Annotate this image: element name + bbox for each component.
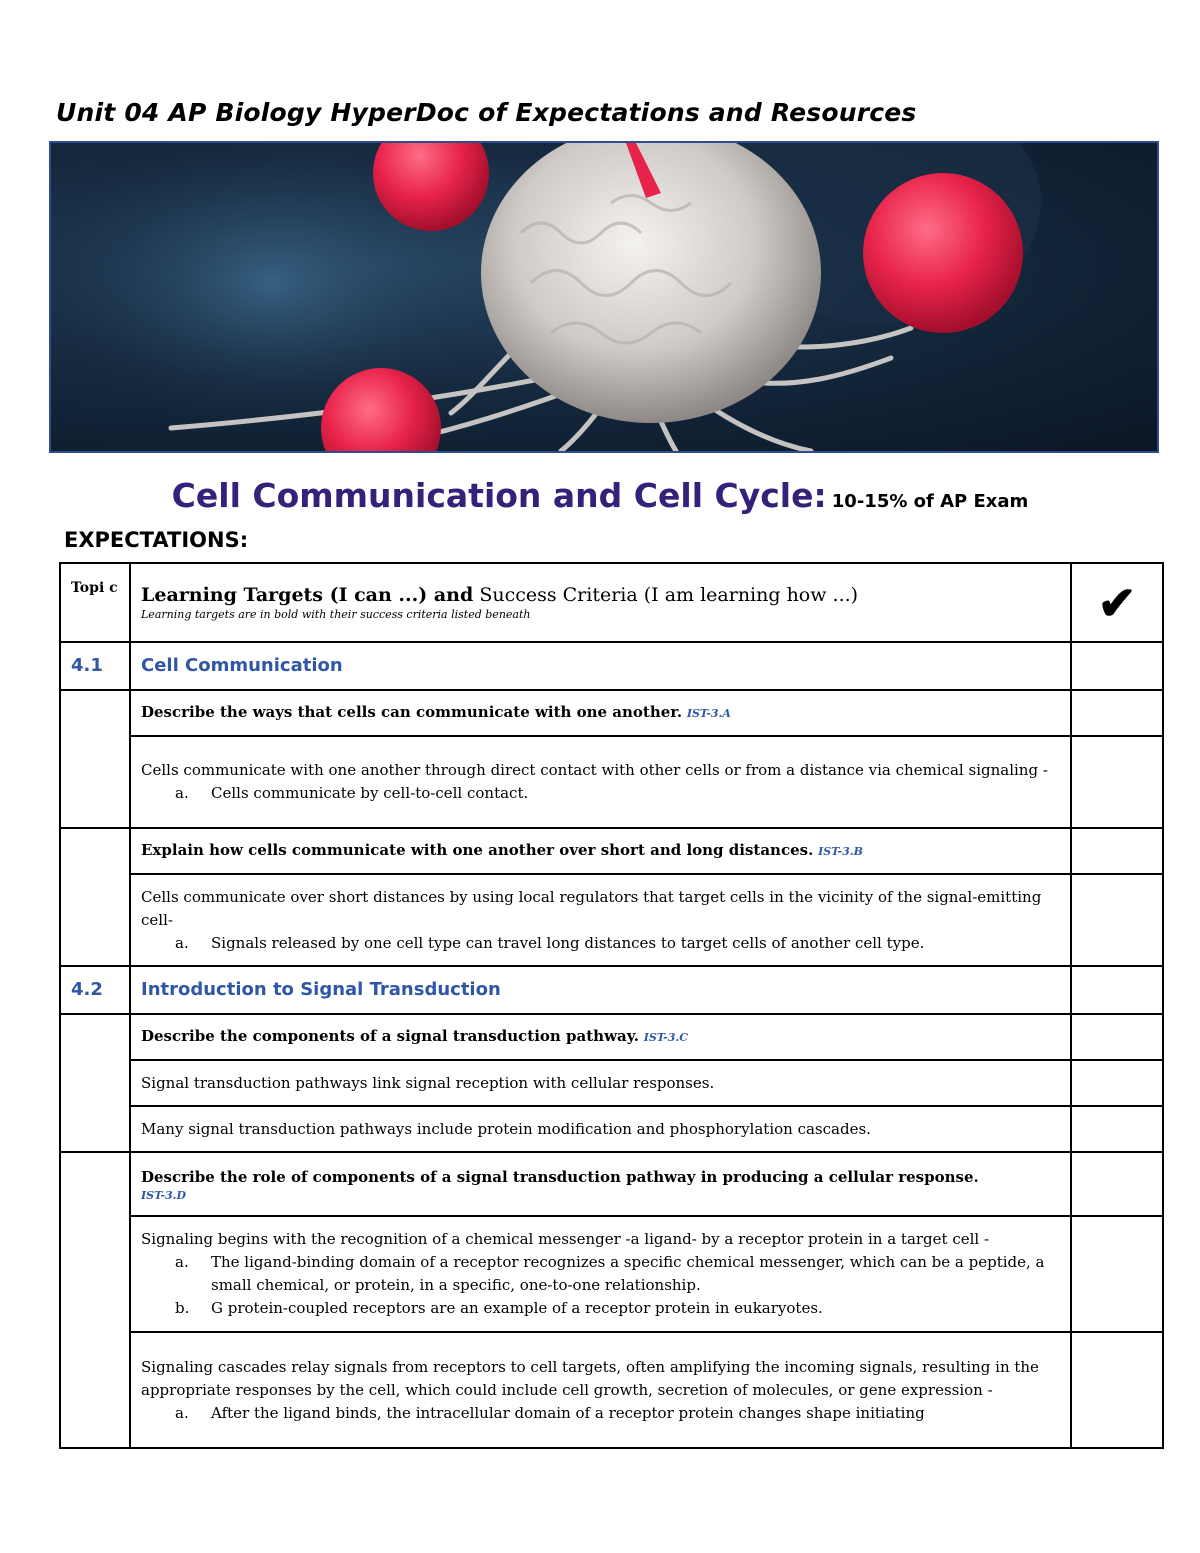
list-marker: a. bbox=[175, 933, 189, 952]
expectations-label: EXPECTATIONS: bbox=[64, 528, 249, 552]
check-cell[interactable] bbox=[1071, 828, 1163, 874]
topic-blank-cell bbox=[60, 1014, 130, 1152]
document-title: Unit 04 AP Biology HyperDoc of Expectations and Resources bbox=[56, 98, 917, 127]
criteria-cell bbox=[130, 1106, 1071, 1152]
list-marker: a. bbox=[175, 1403, 189, 1422]
topic-blank-cell bbox=[60, 828, 130, 966]
list-item bbox=[175, 1251, 1060, 1297]
list-item-text: After the ligand binds, the intracellular domain of a receptor protein changes shape initiating bbox=[211, 1403, 925, 1422]
criteria-list bbox=[141, 1251, 1060, 1320]
header-topic-cell bbox=[60, 563, 130, 642]
success-criteria: Many signal transduction pathways include protein modification and phosphorylation cascades. bbox=[141, 1119, 871, 1138]
learning-target: Explain how cells communicate with one another over short and long distances. bbox=[141, 841, 814, 859]
target-row bbox=[60, 1014, 1163, 1060]
topic-blank-cell bbox=[60, 690, 130, 828]
target-code: IST-3.A bbox=[686, 707, 731, 720]
check-cell[interactable] bbox=[1071, 642, 1163, 690]
check-cell[interactable] bbox=[1071, 1060, 1163, 1106]
target-row bbox=[60, 690, 1163, 736]
criteria-cell bbox=[130, 1060, 1071, 1106]
topic-row-4-1 bbox=[60, 642, 1163, 690]
criteria-cell bbox=[130, 874, 1071, 966]
list-item bbox=[175, 1297, 1060, 1320]
topic-title: Cell Communication bbox=[141, 655, 343, 676]
check-cell[interactable] bbox=[1071, 1332, 1163, 1448]
criteria-list bbox=[141, 1402, 1060, 1425]
header-targets-bold: Learning Targets (I can ...) and bbox=[141, 583, 474, 606]
target-code: IST-3.D bbox=[141, 1188, 187, 1202]
check-cell[interactable] bbox=[1071, 1216, 1163, 1332]
criteria-cell bbox=[130, 1332, 1071, 1448]
header-targets-cell bbox=[130, 563, 1071, 642]
header-check-cell bbox=[1071, 563, 1163, 642]
learning-target: Describe the ways that cells can communicate with one another. bbox=[141, 703, 683, 721]
target-cell bbox=[130, 828, 1071, 874]
list-item bbox=[175, 932, 1060, 955]
list-marker: a. bbox=[175, 784, 189, 802]
check-cell[interactable] bbox=[1071, 1152, 1163, 1216]
criteria-list bbox=[141, 782, 1060, 805]
check-cell[interactable] bbox=[1071, 1106, 1163, 1152]
table-header-row bbox=[60, 563, 1163, 642]
topic-number: 4.2 bbox=[71, 979, 103, 1000]
criteria-list bbox=[141, 932, 1060, 955]
immune-cell-illustration bbox=[51, 143, 1157, 451]
learning-target: Describe the components of a signal transduction pathway. bbox=[141, 1027, 639, 1045]
topic-number-cell bbox=[60, 642, 130, 690]
topic-title-cell bbox=[130, 966, 1071, 1014]
target-cell bbox=[130, 1152, 1071, 1216]
topic-title-cell bbox=[130, 642, 1071, 690]
section-heading-exam-weight: 10-15% of AP Exam bbox=[831, 491, 1029, 512]
check-cell[interactable] bbox=[1071, 874, 1163, 966]
topic-number-cell bbox=[60, 966, 130, 1014]
criteria-row bbox=[60, 1332, 1163, 1448]
list-item-text: G protein-coupled receptors are an example of a receptor protein in eukaryotes. bbox=[211, 1299, 823, 1317]
success-criteria: Cells communicate over short distances by using local regulators that target cells in the vicinity of the signal-emitting cell- bbox=[141, 887, 1042, 929]
criteria-row bbox=[60, 1216, 1163, 1332]
section-heading-main: Cell Communication and Cell Cycle: bbox=[171, 476, 827, 515]
expectations-table bbox=[59, 562, 1164, 1449]
check-cell[interactable] bbox=[1071, 736, 1163, 828]
checkmark-icon: ✔ bbox=[1097, 575, 1137, 630]
check-cell[interactable] bbox=[1071, 1014, 1163, 1060]
target-code: IST-3.C bbox=[643, 1031, 688, 1044]
list-item-text: Signals released by one cell type can travel long distances to target cells of another cell type. bbox=[211, 933, 925, 952]
header-targets-title bbox=[141, 584, 858, 606]
cell-illustration-banner bbox=[49, 141, 1159, 453]
target-code: IST-3.B bbox=[818, 845, 863, 858]
section-heading bbox=[0, 476, 1200, 515]
success-criteria: Signaling cascades relay signals from receptors to cell targets, often amplifying the incoming signals, resulting in the appropriate responses by the cell, which could include cell growth, secretion of molecules, or gene expression - bbox=[141, 1357, 1039, 1399]
success-criteria: Cells communicate with one another through direct contact with other cells or from a distance via chemical signaling - bbox=[141, 761, 1048, 779]
header-note: Learning targets are in bold with their success criteria listed beneath bbox=[141, 607, 531, 621]
list-item bbox=[175, 782, 1060, 805]
target-row bbox=[60, 1152, 1163, 1216]
criteria-cell bbox=[130, 1216, 1071, 1332]
check-cell[interactable] bbox=[1071, 966, 1163, 1014]
success-criteria: Signal transduction pathways link signal reception with cellular responses. bbox=[141, 1073, 715, 1092]
list-item bbox=[175, 1402, 1060, 1425]
target-row bbox=[60, 828, 1163, 874]
topic-blank-cell bbox=[60, 1152, 130, 1448]
check-cell[interactable] bbox=[1071, 690, 1163, 736]
header-topic-label: Topi c bbox=[71, 580, 118, 596]
topic-row-4-2 bbox=[60, 966, 1163, 1014]
criteria-cell bbox=[130, 736, 1071, 828]
list-item-text: Cells communicate by cell-to-cell contact. bbox=[211, 784, 529, 802]
criteria-row bbox=[60, 1106, 1163, 1152]
target-cell bbox=[130, 690, 1071, 736]
learning-target: Describe the role of components of a signal transduction pathway in producing a cellular response. bbox=[141, 1167, 979, 1186]
success-criteria: Signaling begins with the recognition of a chemical messenger -a ligand- by a receptor protein in a target cell - bbox=[141, 1230, 990, 1248]
criteria-row bbox=[60, 736, 1163, 828]
list-marker: a. bbox=[175, 1253, 189, 1271]
criteria-row bbox=[60, 1060, 1163, 1106]
list-marker: b. bbox=[175, 1299, 190, 1317]
target-cell bbox=[130, 1014, 1071, 1060]
list-item-text: The ligand-binding domain of a receptor recognizes a specific chemical messenger, which can be a peptide, a small chemical, or protein, in a specific, one-to-one relationship. bbox=[211, 1253, 1045, 1294]
topic-number: 4.1 bbox=[71, 655, 103, 676]
header-targets-plain: Success Criteria (I am learning how ...) bbox=[479, 583, 859, 606]
topic-title: Introduction to Signal Transduction bbox=[141, 979, 501, 1000]
criteria-row bbox=[60, 874, 1163, 966]
